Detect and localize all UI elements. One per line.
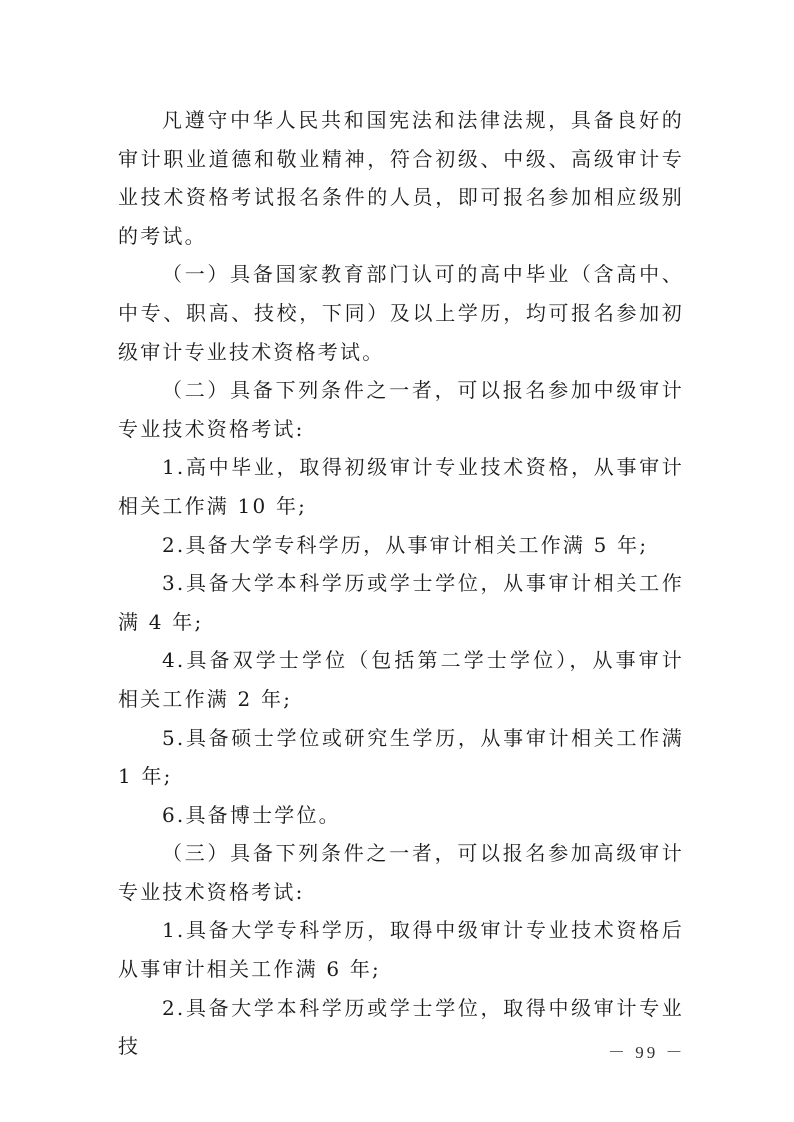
list-item-senior-1: 1.具备大学专科学历，取得中级审计专业技术资格后从事审计相关工作满 6 年; xyxy=(118,918,684,982)
paragraph-senior-heading: （三）具备下列条件之一者，可以报名参加高级审计专业技术资格考试: xyxy=(118,841,684,904)
list-item-senior-2: 2.具备大学本科学历或学士学位，取得中级审计专业技 xyxy=(118,995,684,1059)
list-item-intermediate-4: 4.具备双学士学位（包括第二学士学位），从事审计相关工作满 2 年; xyxy=(118,648,684,711)
paragraph-intermediate-heading: （二）具备下列条件之一者，可以报名参加中级审计专业技术资格考试: xyxy=(118,378,684,441)
body-text xyxy=(118,101,684,1066)
paragraph-junior-exam: （一）具备国家教育部门认可的高中毕业（含高中、中专、职高、技校，下同）及以上学历，均可报名参加初级审计专业技术资格考试。 xyxy=(118,262,684,364)
list-item-intermediate-5: 5.具备硕士学位或研究生学历，从事审计相关工作满 1 年; xyxy=(118,725,684,789)
list-item-intermediate-6: 6.具备博士学位。 xyxy=(162,802,341,827)
list-item-intermediate-1: 1.高中毕业，取得初级审计专业技术资格，从事审计相关工作满 10 年; xyxy=(118,455,684,518)
list-item-intermediate-2: 2.具备大学专科学历，从事审计相关工作满 5 年; xyxy=(162,532,649,557)
paragraph-eligibility-intro: 凡遵守中华人民共和国宪法和法律法规，具备良好的审计职业道德和敬业精神，符合初级、中级、高级审计专业技术资格考试报名条件的人员，即可报名参加相应级别的考试。 xyxy=(118,108,684,248)
list-item-intermediate-3: 3.具备大学本科学历或学士学位，从事审计相关工作满 4 年; xyxy=(118,571,684,634)
page-number: － 99 － xyxy=(608,1043,686,1062)
